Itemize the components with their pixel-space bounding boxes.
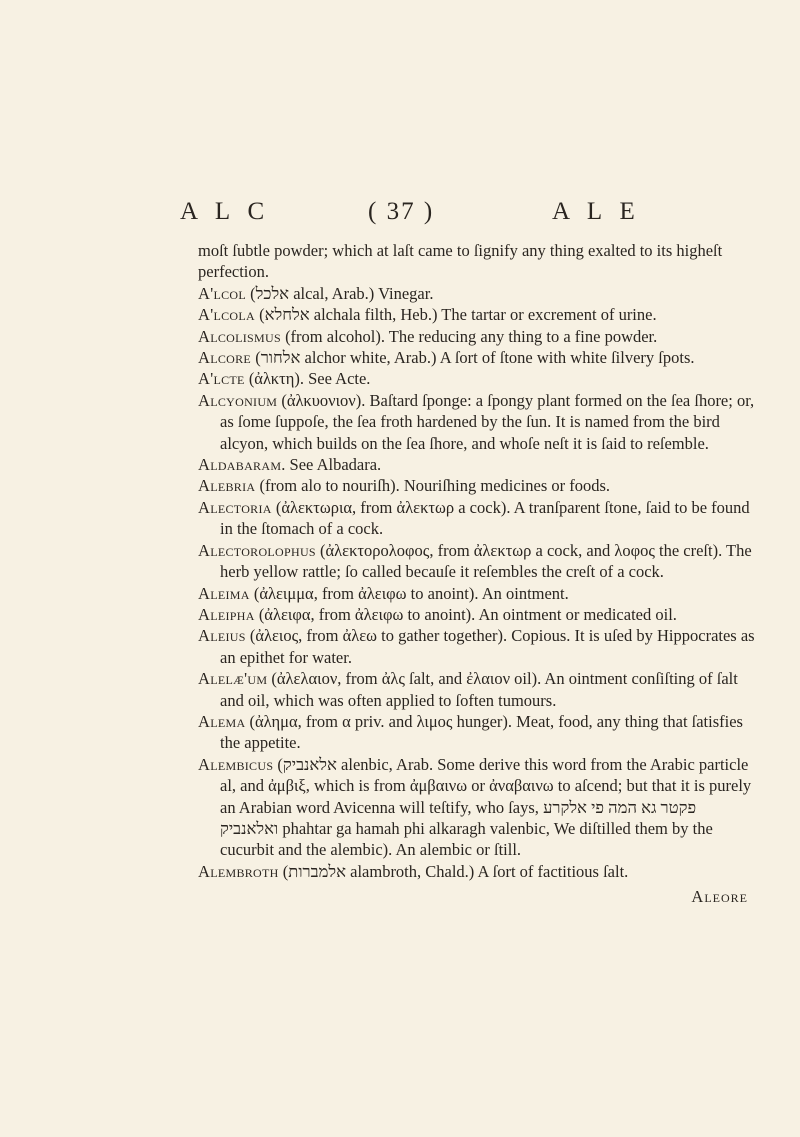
entry-headword: Alebria [198,476,256,496]
entry-definition: (ἀλειφα, from ἀλειφω to anoint). An ointment or medicated oil. [254,604,677,624]
continuation-text: moſt ſubtle powder; which at laſt came to ſignify any thing exalted to its higheſt perfection. [198,241,723,282]
entry-headword: Alectorolophus [198,540,316,560]
dictionary-entry [198,326,758,347]
header-right: A L E [552,198,641,225]
dictionary-body [198,240,758,908]
entry-headword: Aleipha [198,604,255,624]
dictionary-entry [198,283,758,304]
entry-list [198,283,758,882]
dictionary-entry [198,304,758,325]
entry-headword: A'lcte [198,369,245,389]
dictionary-entry [198,861,758,882]
entry-headword: Alembicus [198,754,274,774]
entry-definition: (ἀλειμμα, from ἀλειφω to anoint). An ointment. [249,583,569,603]
entry-definition: (from alcohol). The reducing any thing to a fine powder. [280,326,658,346]
dictionary-entry [198,497,758,540]
entry-definition: . See Albadara. [281,455,382,475]
entry-headword: Aleius [198,626,246,646]
dictionary-entry [198,604,758,625]
entry-definition: (אלכל alcal, Arab.) Vinegar. [246,283,434,303]
entry-headword: Alcore [198,348,252,368]
dictionary-entry [198,368,758,389]
entry-headword: Alelæ'um [198,669,268,689]
header-left: A L C [180,198,271,225]
page-number: ( 37 ) [368,198,435,225]
entry-definition: (ἀλεκτωρια, from ἀλεκτωρ a cock). A tranſparent ſtone, ſaid to be found in the ſtomach of a cock. [220,497,750,539]
catchword: Aleore [691,887,748,907]
dictionary-entry [198,754,758,861]
dictionary-entry [198,454,758,475]
entry-headword: Alema [198,711,246,731]
entry-headword: A'lcol [198,283,247,303]
entry-headword: A'lcola [198,305,255,325]
dictionary-entry [198,475,758,496]
entry-definition: (ἀλκυονιον). Baſtard ſponge: a ſpongy plant formed on the ſea ſhore; or, as ſome ſuppoſe, the ſea froth hardened by the ſun. It is named from the bird alcyon, which builds on the ſea ſhore, and whoſe neſt it is ſaid to reſemble. [220,390,755,453]
entry-headword: Alcolismus [198,326,281,346]
entry-definition: (אלחלא alchala filth, Heb.) The tartar or excrement of urine. [255,305,657,325]
entry-definition: (אלאנביק alenbic, Arab. Some derive this word from the Arabic particle al, and ἀμβιξ, which is from ἀμβαινω or ἀναβαινω to aſcend; but that it is purely an Arabian word Avicenna will teſtify, who ſays, פקטר גא המה פי אלקרע ואלאנביק phahtar ga hamah phi alkaragh valenbic, We diſtilled them by the cucurbit and the alembic). An alembic or ſtill. [220,754,752,860]
entry-definition: (אלחור alchor white, Arab.) A ſort of ſtone with white ſilvery ſpots. [251,348,695,368]
running-header [0,198,800,238]
dictionary-entry [198,390,758,454]
dictionary-entry [198,583,758,604]
entry-definition: (ἀλελαιον, from ἀλς ſalt, and ἐλαιον oil). An ointment conſiſting of ſalt and oil, which was often applied to ſoften tumours. [220,669,738,710]
entry-headword: Aleima [198,583,250,603]
entry-headword: Alectoria [198,497,272,517]
entry-definition: (אלמברות alambroth, Chald.) A ſort of factitious ſalt. [278,861,629,881]
entry-headword: Alcyonium [198,390,278,410]
entry-definition: (ἀλκτη). See Acte. [244,369,371,389]
entry-headword: Alembroth [198,861,279,881]
entry-headword: Aldabaram [198,455,282,475]
dictionary-entry [198,625,758,668]
dictionary-entry [198,540,758,583]
entry-definition: (ἀλημα, from α priv. and λιμος hunger). Meat, food, any thing that ſatisfies the appetite. [220,711,743,753]
entry-definition: (ἀλειος, from ἀλεω to gather together). Copious. It is uſed by Hippocrates as an epithet for water. [220,626,755,667]
dictionary-entry [198,347,758,368]
entry-definition: (from alo to nouriſh). Nouriſhing medicines or foods. [255,476,611,496]
dictionary-entry [198,668,758,711]
entry-definition: (ἀλεκτορολοφος, from ἀλεκτωρ a cock, and λοφος the creſt). The herb yellow rattle; ſo called becauſe it reſembles the creſt of a cock. [220,540,752,582]
dictionary-entry [198,711,758,754]
